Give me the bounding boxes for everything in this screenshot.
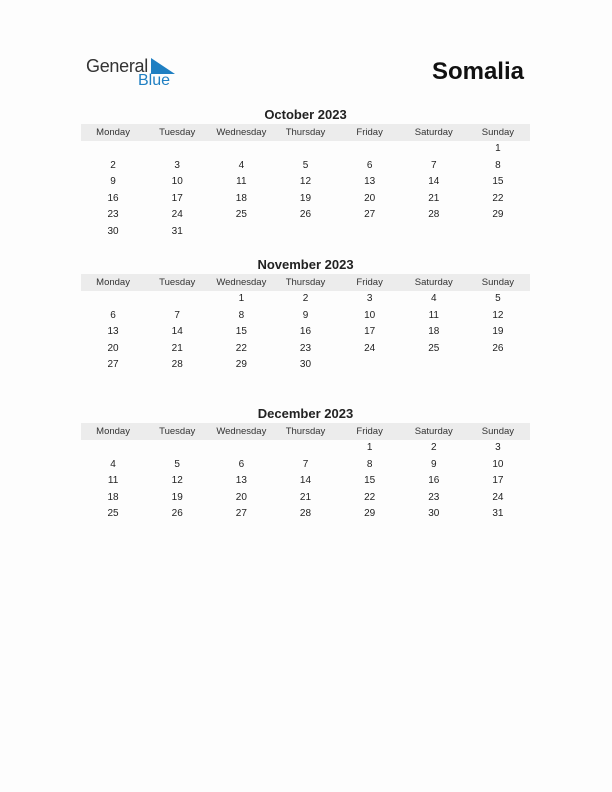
day-cell: 16	[299, 326, 312, 338]
day-cell: 20	[364, 192, 376, 204]
generalblue-logo	[86, 56, 186, 92]
day-cell: 28	[171, 359, 183, 371]
day-cell: 27	[107, 359, 119, 371]
weekday-header	[81, 124, 530, 141]
weekday-label: Thursday	[285, 277, 326, 288]
day-cell: 13	[364, 176, 376, 188]
day-cell: 8	[238, 309, 245, 321]
month-title: November 2023	[257, 257, 354, 272]
month-grid	[81, 141, 530, 241]
day-cell	[338, 357, 402, 374]
day-cell	[81, 440, 145, 457]
day-cell: 12	[171, 475, 183, 487]
day-cell: 30	[299, 359, 312, 371]
day-cell: 30	[428, 508, 440, 520]
weekday-label: Saturday	[414, 277, 453, 288]
day-cell: 3	[366, 293, 373, 304]
day-cell: 16	[428, 475, 440, 487]
weekday-label: Tuesday	[159, 426, 196, 437]
day-cell: 10	[171, 176, 183, 188]
day-cell: 24	[171, 209, 183, 221]
day-cell: 15	[492, 176, 504, 188]
day-cell	[145, 141, 209, 158]
week-row	[81, 207, 530, 224]
day-cell: 30	[107, 225, 119, 237]
month-title: December 2023	[257, 406, 354, 421]
day-cell: 18	[428, 326, 440, 338]
day-cell: 27	[364, 209, 376, 221]
day-cell: 19	[171, 491, 183, 503]
weekday-label: Monday	[96, 426, 130, 437]
day-cell: 14	[299, 475, 312, 487]
day-cell: 22	[492, 192, 504, 204]
day-cell: 25	[235, 209, 247, 221]
day-cell: 22	[235, 342, 247, 354]
week-row	[81, 224, 530, 241]
day-cell: 15	[235, 326, 247, 338]
day-cell: 5	[174, 458, 180, 470]
day-cell: 6	[110, 309, 116, 321]
day-cell: 31	[492, 508, 504, 520]
weekday-label: Monday	[96, 277, 130, 288]
week-row	[81, 141, 530, 158]
week-row	[81, 440, 530, 457]
weekday-label: Sunday	[481, 277, 515, 288]
day-cell: 11	[236, 176, 247, 188]
day-cell	[209, 224, 273, 241]
week-row	[81, 473, 530, 490]
week-row	[81, 324, 530, 341]
weekday-label: Wednesday	[216, 277, 267, 288]
day-cell: 14	[171, 326, 183, 338]
day-cell: 21	[428, 192, 440, 204]
day-cell: 20	[235, 491, 247, 503]
week-row	[81, 158, 530, 175]
weekday-label: Tuesday	[159, 277, 196, 288]
day-cell: 13	[107, 326, 119, 338]
day-cell: 26	[299, 209, 312, 221]
weekday-label: Sunday	[481, 426, 515, 437]
day-cell	[273, 440, 337, 457]
day-cell: 1	[495, 143, 501, 154]
week-row	[81, 457, 530, 474]
day-cell: 3	[174, 159, 180, 171]
weekday-label: Saturday	[414, 426, 453, 437]
day-cell	[402, 141, 466, 158]
day-cell: 17	[492, 475, 504, 487]
day-cell: 4	[238, 159, 245, 171]
logo-general-text: General	[86, 56, 148, 76]
day-cell: 5	[302, 159, 309, 171]
day-cell: 31	[171, 225, 183, 237]
day-cell: 23	[107, 209, 119, 221]
day-cell	[338, 141, 402, 158]
day-cell: 10	[492, 458, 504, 470]
day-cell	[81, 291, 145, 308]
week-row	[81, 357, 530, 374]
day-cell: 2	[110, 159, 116, 171]
month-december-2023	[81, 405, 530, 523]
day-cell: 20	[107, 342, 119, 354]
weekday-header	[81, 423, 530, 440]
day-cell: 28	[299, 508, 312, 520]
day-cell: 1	[238, 293, 245, 304]
day-cell: 2	[430, 442, 437, 453]
week-row	[81, 308, 530, 325]
month-title: October 2023	[264, 107, 347, 122]
weekday-label: Thursday	[285, 426, 326, 437]
weekday-label: Tuesday	[159, 127, 196, 138]
day-cell: 8	[495, 159, 501, 171]
day-cell	[145, 291, 209, 308]
month-grid	[81, 291, 530, 374]
day-cell: 23	[428, 491, 440, 503]
day-cell: 7	[302, 458, 309, 470]
day-cell: 24	[492, 491, 504, 503]
logo-blue-text: Blue	[138, 72, 171, 89]
day-cell: 19	[299, 192, 312, 204]
day-cell	[273, 224, 337, 241]
day-cell: 16	[107, 192, 119, 204]
day-cell	[81, 141, 145, 158]
day-cell: 9	[302, 309, 309, 321]
week-row	[81, 291, 530, 308]
day-cell	[338, 224, 402, 241]
day-cell: 12	[299, 176, 312, 188]
week-row	[81, 490, 530, 507]
day-cell: 9	[110, 176, 116, 188]
day-cell: 11	[428, 309, 439, 321]
day-cell: 18	[235, 192, 247, 204]
week-row	[81, 174, 530, 191]
day-cell: 19	[492, 326, 504, 338]
day-cell: 10	[364, 309, 376, 321]
day-cell: 29	[492, 209, 504, 221]
day-cell: 8	[366, 458, 373, 470]
day-cell: 26	[171, 508, 183, 520]
day-cell: 7	[174, 309, 180, 321]
week-row	[81, 506, 530, 523]
day-cell: 22	[364, 491, 376, 503]
day-cell: 25	[428, 342, 440, 354]
day-cell: 24	[364, 342, 376, 354]
week-row	[81, 341, 530, 358]
weekday-label: Thursday	[285, 127, 326, 138]
day-cell: 7	[430, 159, 437, 171]
day-cell: 26	[492, 342, 504, 354]
month-october-2023	[81, 106, 530, 241]
weekday-label: Friday	[356, 426, 383, 437]
day-cell: 29	[235, 359, 247, 371]
day-cell: 17	[364, 326, 376, 338]
day-cell: 6	[238, 458, 245, 470]
day-cell: 5	[495, 293, 501, 304]
day-cell	[466, 224, 530, 241]
day-cell: 11	[107, 475, 119, 487]
day-cell: 3	[495, 442, 501, 453]
weekday-label: Saturday	[414, 127, 453, 138]
day-cell	[209, 141, 273, 158]
weekday-label: Wednesday	[216, 426, 267, 437]
day-cell: 18	[107, 491, 119, 503]
country-title: Somalia	[431, 58, 524, 85]
day-cell: 29	[364, 508, 376, 520]
weekday-label: Sunday	[481, 127, 515, 138]
day-cell: 28	[428, 209, 440, 221]
day-cell	[402, 357, 466, 374]
day-cell: 1	[366, 442, 373, 453]
day-cell: 27	[235, 508, 247, 520]
weekday-header	[81, 274, 530, 291]
weekday-label: Monday	[96, 127, 130, 138]
day-cell: 12	[492, 309, 504, 321]
day-cell: 9	[430, 458, 437, 470]
day-cell: 21	[171, 342, 183, 354]
day-cell: 14	[428, 176, 440, 188]
day-cell: 15	[364, 475, 376, 487]
week-row	[81, 191, 530, 208]
month-grid	[81, 440, 530, 523]
day-cell	[209, 440, 273, 457]
day-cell: 17	[171, 192, 183, 204]
day-cell: 6	[366, 159, 373, 171]
weekday-label: Friday	[356, 277, 383, 288]
day-cell: 2	[302, 293, 309, 304]
day-cell: 25	[107, 508, 119, 520]
day-cell	[145, 440, 209, 457]
day-cell	[273, 141, 337, 158]
weekday-label: Friday	[356, 127, 383, 138]
day-cell: 4	[430, 293, 437, 304]
day-cell	[466, 357, 530, 374]
day-cell: 4	[110, 458, 116, 470]
day-cell: 21	[299, 491, 312, 503]
day-cell	[402, 224, 466, 241]
day-cell: 13	[235, 475, 247, 487]
weekday-label: Wednesday	[216, 127, 267, 138]
day-cell: 23	[299, 342, 312, 354]
month-november-2023	[81, 256, 530, 374]
